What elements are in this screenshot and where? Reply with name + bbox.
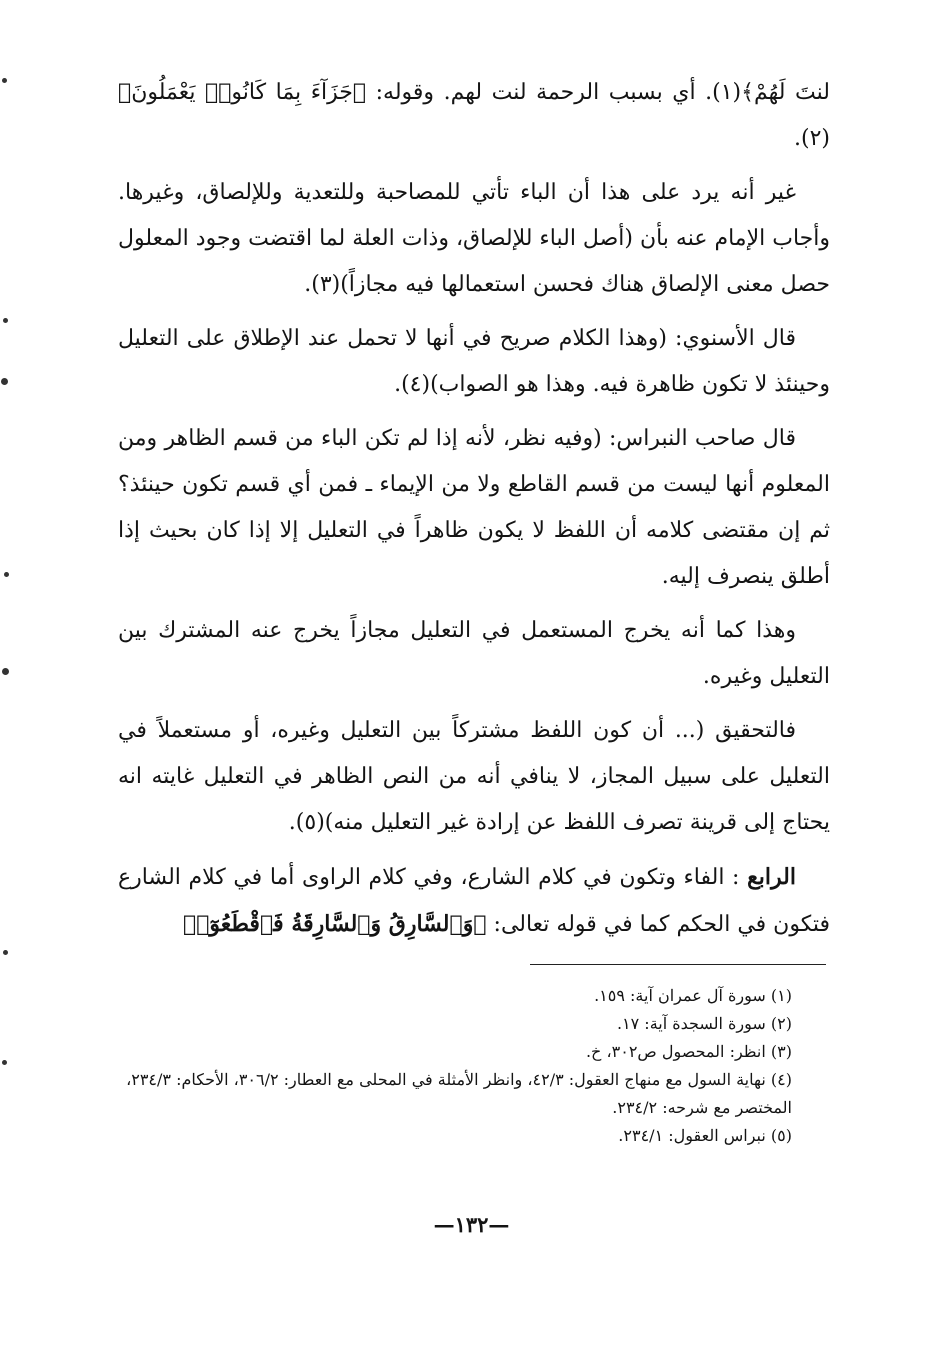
- footnote: (١) سورة آل عمران آية: ١٥٩.: [594, 986, 792, 1005]
- paragraph: وهذا كما أنه يخرج المستعمل في التعليل مجازاً يخرج عنه المشترك بين التعليل وغيره.: [118, 618, 830, 689]
- scan-speck: [2, 78, 7, 83]
- scan-speck: [2, 668, 9, 675]
- quran-verse: ﴿وَٱلسَّارِقُ وَٱلسَّارِقَةُ فَٱقْطَعُوٓا۟: [183, 911, 487, 937]
- scan-speck: [4, 572, 9, 577]
- footnote: (٢) سورة السجدة آية: ١٧.: [616, 1014, 792, 1033]
- paragraph-text: : الفاء وتكون في كلام الشارع، وفي كلام الراوى أما في كلام الشارع فتكون في الحكم كما في قوله تعالى:: [118, 865, 830, 937]
- footnote: (٤) نهاية السول مع منهاج العقول: ٤٢/٣، وانظر الأمثلة في المحلى مع العطار: ٣٠٦/٢، الأحكام: ٢٣٤/٣، المختصر مع شرحه: ٢٣٤/٢.: [126, 1070, 792, 1117]
- scan-speck: [2, 1060, 7, 1065]
- scan-speck: [1, 378, 8, 385]
- paragraph: قال صاحب النبراس: (وفيه نظر، لأنه إذا لم تكن الباء من قسم الظاهر ومن المعلوم أنها ليست من قسم القاطع ولا من الإيماء ـ فمن أي قسم تكون حينئذ؟ ثم إن مقتضى كلامه أن اللفظ لا يكون ظاهراً في التعليل إلا إذا كان بحيث إذا أطلق ينصرف إليه.: [118, 426, 830, 589]
- footnotes: [112, 982, 792, 1150]
- footnote-separator: [530, 964, 826, 965]
- paragraph: لنتَ لَهُمْ﴾(١). أي بسبب الرحمة لنت لهم. وقوله: ﴿جَزَآءَ بِمَا كَانُوا۟ يَعْمَلُونَ﴾(٢).: [118, 80, 830, 151]
- footnote: (٣) انظر: المحصول ص٣٠٢، خ.: [585, 1042, 792, 1061]
- footnote: (٥) نبراس العقول: ٢٣٤/١.: [618, 1126, 792, 1145]
- scan-speck: [3, 318, 8, 323]
- paragraph: قال الأسنوي: (وهذا الكلام صريح في أنها لا تحمل عند الإطلاق على التعليل وحينئذ لا تكون ظاهرة فيه. وهذا هو الصواب)(٤).: [118, 326, 830, 397]
- page-number: —١٣٢—: [433, 1212, 510, 1237]
- paragraph: غير أنه يرد على هذا أن الباء تأتي للمصاحبة وللتعدية وللإلصاق، وغيرها. وأجاب الإمام عنه بأن (أصل الباء للإلصاق، وذات العلة لما اقتضت وجود المعلول حصل معنى الإلصاق هناك فحسن استعمالها فيه مجازاً)(٣).: [118, 180, 830, 297]
- paragraph-last: [118, 854, 830, 948]
- main-text: [118, 70, 830, 956]
- section-lead: الرابع: [747, 864, 796, 890]
- paragraph: فالتحقيق (... أن كون اللفظ مشتركاً بين التعليل وغيره، أو مستعملاً في التعليل على سبيل المجاز، لا ينافي أنه من النص الظاهر في التعليل غايته انه يحتاج إلى قرينة تصرف اللفظ عن إرادة غير التعليل منه)(٥).: [118, 718, 830, 835]
- scan-speck: [3, 950, 8, 955]
